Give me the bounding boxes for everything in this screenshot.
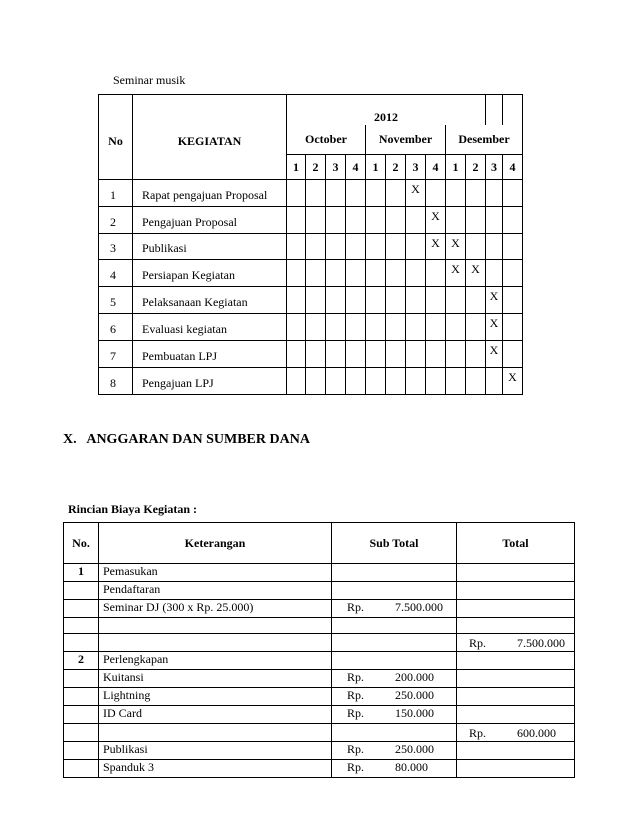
week-cell: [446, 180, 466, 207]
week-cell: [406, 260, 426, 287]
budget-row-no: [64, 618, 99, 634]
budget-row: [64, 618, 575, 634]
schedule-row-activity: Pengajuan LPJ: [133, 368, 287, 395]
budget-row: [64, 670, 575, 688]
budget-row-no: [64, 706, 99, 724]
budget-row-subtotal: [332, 618, 457, 634]
week-cell: [446, 207, 466, 234]
week-cell: [446, 341, 466, 368]
budget-row-desc: ID Card: [99, 706, 332, 724]
subtotal-currency: Rp.: [347, 688, 365, 702]
budget-row-desc: Pendaftaran: [99, 582, 332, 600]
schedule-row-no: 1: [99, 180, 133, 207]
week-cell: [466, 180, 486, 207]
week-cell: [426, 314, 446, 341]
week-cell: [406, 207, 426, 234]
schedule-mark: X: [489, 316, 499, 330]
budget-row-subtotal: [332, 564, 457, 582]
week-cell: [346, 207, 366, 234]
budget-row: [64, 742, 575, 760]
budget-row-desc: [99, 634, 332, 652]
budget-row-desc: Perlengkapan: [99, 652, 332, 670]
subtotal-amount: 250.000: [395, 742, 434, 756]
week-cell: [287, 314, 306, 341]
week-cell: [306, 314, 326, 341]
week-cell: [346, 180, 366, 207]
week-cell: [326, 287, 346, 314]
week-cell: [346, 368, 366, 395]
week-cell: [366, 260, 386, 287]
week-cell: [306, 287, 326, 314]
budget-row: [64, 706, 575, 724]
week-cell: [386, 180, 406, 207]
year-header: 2012: [287, 95, 486, 125]
schedule-mark: X: [451, 236, 460, 250]
schedule-row: [99, 234, 523, 260]
budget-row-no: [64, 760, 99, 778]
week-cell: [386, 368, 406, 395]
budget-row: [64, 652, 575, 670]
schedule-row-activity: Pembuatan LPJ: [133, 341, 287, 368]
budget-row-total: [457, 600, 575, 618]
week-cell: [486, 260, 503, 287]
week-cell: [306, 234, 326, 260]
schedule-row-no: 4: [99, 260, 133, 287]
subtotal-currency: Rp.: [347, 670, 365, 684]
week-header: 4: [426, 155, 446, 180]
week-cell: [466, 260, 486, 287]
budget-row-desc: [99, 724, 332, 742]
week-cell: [503, 368, 523, 395]
week-cell: [326, 234, 346, 260]
week-cell: [287, 180, 306, 207]
week-cell: [346, 260, 366, 287]
week-cell: [466, 341, 486, 368]
week-cell: [406, 368, 426, 395]
week-cell: [386, 234, 406, 260]
month-october: October: [287, 125, 366, 155]
budget-row-desc: [99, 618, 332, 634]
week-header: 3: [486, 155, 503, 180]
week-cell: [406, 180, 426, 207]
week-cell: [503, 287, 523, 314]
schedule-mark: X: [431, 209, 440, 223]
activity-header: KEGIATAN: [177, 133, 242, 148]
week-cell: [326, 180, 346, 207]
budget-row-subtotal: [332, 724, 457, 742]
schedule-row-no: 7: [99, 341, 133, 368]
budget-row-total: [457, 724, 575, 742]
week-header: 1: [446, 155, 466, 180]
week-cell: [503, 341, 523, 368]
week-cell: [486, 180, 503, 207]
week-header: 1: [287, 155, 306, 180]
week-cell: [287, 341, 306, 368]
week-cell: [503, 260, 523, 287]
budget-row-desc: Kuitansi: [99, 670, 332, 688]
budget-row-subtotal: [332, 760, 457, 778]
schedule-row-activity: Pelaksanaan Kegiatan: [133, 287, 287, 314]
week-header: 2: [306, 155, 326, 180]
budget-row-no: [64, 582, 99, 600]
week-header: 3: [326, 155, 346, 180]
week-cell: [466, 368, 486, 395]
schedule-mark: X: [431, 236, 440, 250]
schedule-mark: X: [508, 370, 517, 384]
budget-row-no: [64, 688, 99, 706]
week-cell: [386, 341, 406, 368]
schedule-mark: X: [411, 182, 420, 196]
budget-row-total: [457, 688, 575, 706]
week-cell: [306, 341, 326, 368]
budget-row-total: [457, 670, 575, 688]
budget-row-total: [457, 564, 575, 582]
week-cell: [306, 180, 326, 207]
budget-header-subtotal: Sub Total: [332, 523, 457, 564]
budget-row-total: [457, 634, 575, 652]
week-cell: [366, 207, 386, 234]
schedule-row: [99, 341, 523, 368]
budget-row-total: [457, 760, 575, 778]
subtotal-amount: 7.500.000: [395, 600, 443, 614]
week-cell: [287, 287, 306, 314]
schedule-row: [99, 207, 523, 234]
total-amount: 7.500.000: [517, 636, 565, 650]
week-cell: [326, 260, 346, 287]
budget-header-no: No.: [64, 523, 99, 564]
subtotal-amount: 80.000: [395, 760, 428, 774]
week-cell: [346, 314, 366, 341]
week-cell: [406, 314, 426, 341]
schedule-row: [99, 260, 523, 287]
week-cell: [326, 314, 346, 341]
week-header: 3: [406, 155, 426, 180]
week-cell: [346, 234, 366, 260]
budget-title: Rincian Biaya Kegiatan :: [68, 502, 198, 516]
budget-row-desc: Seminar DJ (300 x Rp. 25.000): [99, 600, 332, 618]
budget-row-desc: Lightning: [99, 688, 332, 706]
budget-row-subtotal: [332, 600, 457, 618]
week-cell: [503, 314, 523, 341]
week-cell: [287, 234, 306, 260]
subtotal-currency: Rp.: [347, 706, 365, 720]
week-cell: [326, 368, 346, 395]
week-cell: [446, 368, 466, 395]
month-november: November: [366, 125, 446, 155]
budget-row: [64, 760, 575, 778]
schedule-row-no: 3: [99, 234, 133, 260]
subtotal-currency: Rp.: [347, 760, 365, 774]
week-cell: [486, 207, 503, 234]
budget-table: [63, 522, 575, 778]
budget-header-total: Total: [457, 523, 575, 564]
week-header: 2: [466, 155, 486, 180]
week-cell: [406, 234, 426, 260]
week-cell: [306, 368, 326, 395]
budget-row-desc: Spanduk 3: [99, 760, 332, 778]
week-cell: [466, 207, 486, 234]
week-cell: [406, 341, 426, 368]
budget-row: [64, 564, 575, 582]
week-cell: [306, 260, 326, 287]
schedule-mark: X: [489, 289, 499, 303]
schedule-row: [99, 287, 523, 314]
budget-row-no: 2: [64, 652, 99, 670]
week-header: 1: [366, 155, 386, 180]
subtotal-amount: 150.000: [395, 706, 434, 720]
week-cell: [366, 368, 386, 395]
schedule-row-activity: Publikasi: [133, 234, 287, 260]
week-cell: [466, 287, 486, 314]
schedule-row-no: 2: [99, 207, 133, 234]
subtotal-currency: Rp.: [347, 600, 365, 614]
week-cell: [306, 207, 326, 234]
week-cell: [466, 314, 486, 341]
week-cell: [366, 341, 386, 368]
budget-row-total: [457, 706, 575, 724]
budget-row-subtotal: [332, 742, 457, 760]
budget-row-subtotal: [332, 582, 457, 600]
schedule-row-activity: Evaluasi kegiatan: [133, 314, 287, 341]
budget-row: [64, 724, 575, 742]
week-cell: [426, 341, 446, 368]
schedule-row-activity: Persiapan Kegiatan: [133, 260, 287, 287]
week-cell: [486, 341, 503, 368]
subtotal-amount: 250.000: [395, 688, 434, 702]
schedule-mark: X: [471, 262, 480, 276]
week-cell: [326, 207, 346, 234]
schedule-row: [99, 180, 523, 207]
subtotal-amount: 200.000: [395, 670, 434, 684]
budget-row-total: [457, 582, 575, 600]
budget-row-subtotal: [332, 634, 457, 652]
schedule-row-activity: Rapat pengajuan Proposal: [133, 180, 287, 207]
week-header: 2: [386, 155, 406, 180]
week-cell: [366, 180, 386, 207]
section-heading: X. ANGGARAN DAN SUMBER DANA: [63, 432, 310, 447]
week-cell: [366, 314, 386, 341]
week-cell: [426, 260, 446, 287]
schedule-row: [99, 368, 523, 395]
week-cell: [503, 234, 523, 260]
budget-row-no: [64, 634, 99, 652]
week-cell: [503, 207, 523, 234]
budget-row: [64, 600, 575, 618]
schedule-row-no: 8: [99, 368, 133, 395]
budget-row-subtotal: [332, 652, 457, 670]
total-amount: 600.000: [517, 726, 556, 740]
week-cell: [386, 207, 406, 234]
week-cell: [386, 287, 406, 314]
week-cell: [287, 260, 306, 287]
budget-row-no: [64, 742, 99, 760]
schedule-mark: X: [489, 343, 499, 357]
week-cell: [386, 260, 406, 287]
week-cell: [406, 287, 426, 314]
budget-row-subtotal: [332, 688, 457, 706]
week-cell: [486, 287, 503, 314]
budget-row: [64, 634, 575, 652]
week-cell: [446, 314, 466, 341]
budget-row-no: [64, 724, 99, 742]
budget-row-subtotal: [332, 706, 457, 724]
week-cell: [446, 260, 466, 287]
week-cell: [426, 207, 446, 234]
week-cell: [366, 287, 386, 314]
schedule-mark: X: [451, 262, 460, 276]
week-cell: [366, 234, 386, 260]
schedule-table: [98, 94, 523, 395]
week-cell: [466, 234, 486, 260]
week-cell: [426, 180, 446, 207]
schedule-row-no: 5: [99, 287, 133, 314]
budget-header-desc: Keterangan: [99, 523, 332, 564]
budget-row-total: [457, 618, 575, 634]
week-cell: [426, 368, 446, 395]
budget-row-total: [457, 742, 575, 760]
budget-row-desc: Publikasi: [99, 742, 332, 760]
week-header: 4: [503, 155, 523, 180]
week-cell: [486, 314, 503, 341]
total-currency: Rp.: [469, 636, 487, 650]
week-cell: [386, 314, 406, 341]
schedule-row-activity: Pengajuan Proposal: [133, 207, 287, 234]
week-cell: [287, 368, 306, 395]
schedule-row: [99, 314, 523, 341]
week-cell: [503, 180, 523, 207]
week-cell: [346, 287, 366, 314]
budget-row-no: 1: [64, 564, 99, 582]
week-header: 4: [346, 155, 366, 180]
budget-row-no: [64, 670, 99, 688]
week-cell: [486, 234, 503, 260]
no-header: No: [108, 133, 123, 148]
month-desember: Desember: [446, 125, 523, 155]
week-cell: [326, 341, 346, 368]
week-cell: [486, 368, 503, 395]
week-cell: [287, 207, 306, 234]
week-cell: [426, 234, 446, 260]
budget-row: [64, 688, 575, 706]
week-cell: [346, 341, 366, 368]
budget-row-no: [64, 600, 99, 618]
week-cell: [426, 287, 446, 314]
budget-row-desc: Pemasukan: [99, 564, 332, 582]
week-cell: [446, 234, 466, 260]
schedule-row-no: 6: [99, 314, 133, 341]
total-currency: Rp.: [469, 726, 487, 740]
budget-row-total: [457, 652, 575, 670]
table-caption: Seminar musik: [113, 73, 186, 87]
subtotal-currency: Rp.: [347, 742, 365, 756]
week-cell: [446, 287, 466, 314]
budget-row-subtotal: [332, 670, 457, 688]
budget-row: [64, 582, 575, 600]
